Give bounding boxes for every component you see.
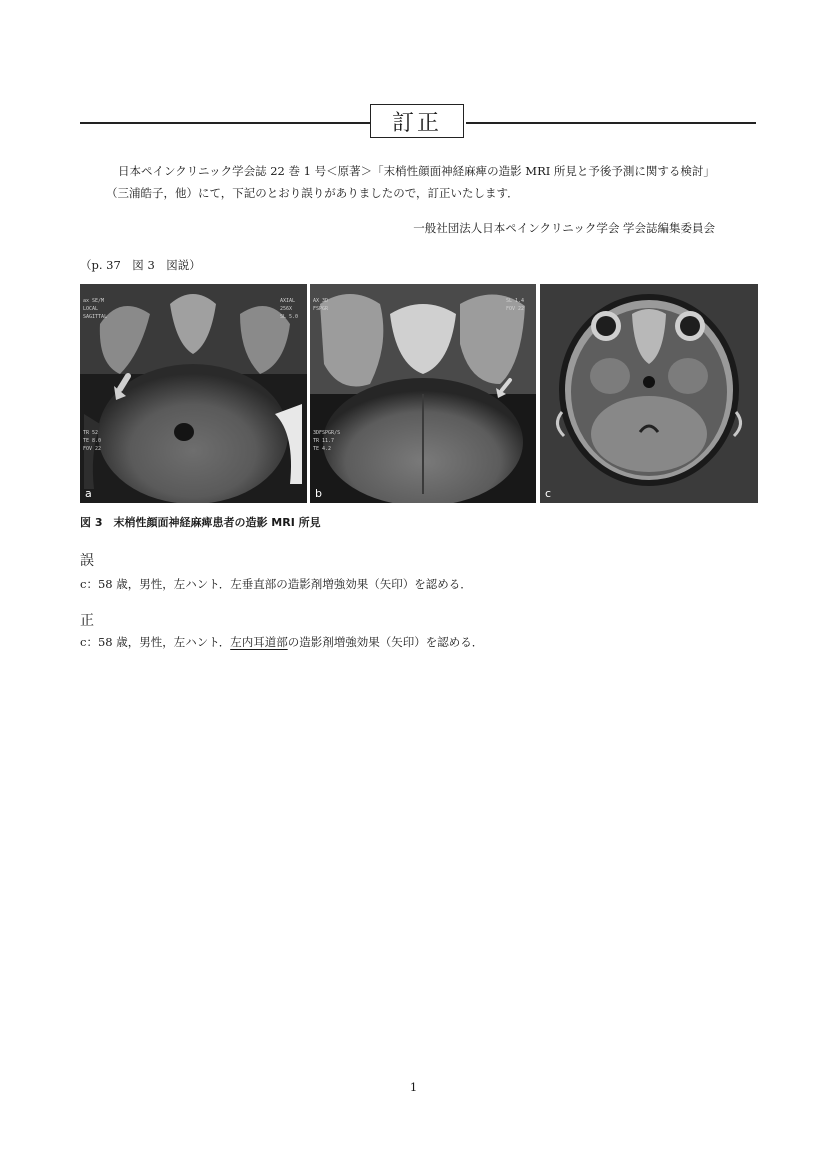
mri-panel-c: [540, 284, 758, 503]
svg-text:FOV 22: FOV 22: [506, 306, 525, 312]
figure-caption: 図 3 末梢性顔面神経麻痺患者の造影 MRI 所見: [80, 516, 321, 529]
correct-text-before: c：58 歳，男性，左ハント．: [80, 635, 231, 649]
error-text: c：58 歳，男性，左ハント．左垂直部の造影剤増強効果（矢印）を認める．: [80, 577, 472, 591]
svg-text:TE 4.2: TE 4.2: [313, 446, 332, 452]
mri-panel-a: [80, 284, 307, 503]
svg-text:FSPGR: FSPGR: [313, 306, 329, 312]
page-title: 訂正: [370, 104, 464, 138]
mri-image-c: [540, 284, 758, 503]
correct-text-after: の造影剤増強効果（矢印）を認める．: [287, 635, 484, 649]
panel-label-b: b: [315, 487, 322, 500]
correct-text-underlined: 左内耳道部: [230, 635, 288, 649]
figure-reference: （p. 37 図 3 図説）: [80, 258, 201, 272]
svg-text:TE 8.0: TE 8.0: [83, 438, 102, 444]
svg-text:SAGITTAL: SAGITTAL: [83, 314, 108, 320]
panel-label-c: c: [545, 487, 552, 500]
intro-paragraph: [80, 160, 760, 204]
mri-image-b: [310, 284, 536, 503]
svg-text:256X: 256X: [280, 306, 293, 312]
panel-label-a: a: [85, 487, 92, 500]
svg-text:AXIAL: AXIAL: [280, 298, 296, 304]
intro-line-1: 日本ペインクリニック学会誌 22 巻 1 号＜原著＞「末梢性顔面神経麻痺の造影 MRI 所見と予後予測に関する検討」: [118, 164, 715, 178]
title-rule-right: [466, 122, 756, 124]
error-heading: 誤: [80, 553, 94, 569]
svg-text:TR 52: TR 52: [83, 430, 99, 436]
intro-line-2: （三浦皓子，他）にて，下記のとおり誤りがありましたので，訂正いたします．: [106, 186, 519, 200]
page-number: 1: [409, 1080, 418, 1094]
svg-text:AX 3D: AX 3D: [313, 298, 329, 304]
svg-text:3DFSPGR/S: 3DFSPGR/S: [313, 430, 341, 436]
correct-text: [80, 634, 483, 650]
svg-text:SL 1.4: SL 1.4: [506, 298, 525, 304]
title-rule-left: [80, 122, 370, 124]
svg-text:FOV 22: FOV 22: [83, 446, 102, 452]
correct-heading: 正: [80, 613, 94, 629]
committee-signature: 一般社団法人日本ペインクリニック学会 学会誌編集委員会: [413, 221, 715, 235]
mri-image-a: [80, 284, 307, 503]
mri-panel-b: [310, 284, 536, 503]
svg-text:ax SE/M: ax SE/M: [83, 298, 105, 304]
svg-text:LOCAL: LOCAL: [83, 306, 99, 312]
svg-text:SL 5.0: SL 5.0: [280, 314, 299, 320]
svg-text:TR 11.7: TR 11.7: [313, 438, 335, 444]
